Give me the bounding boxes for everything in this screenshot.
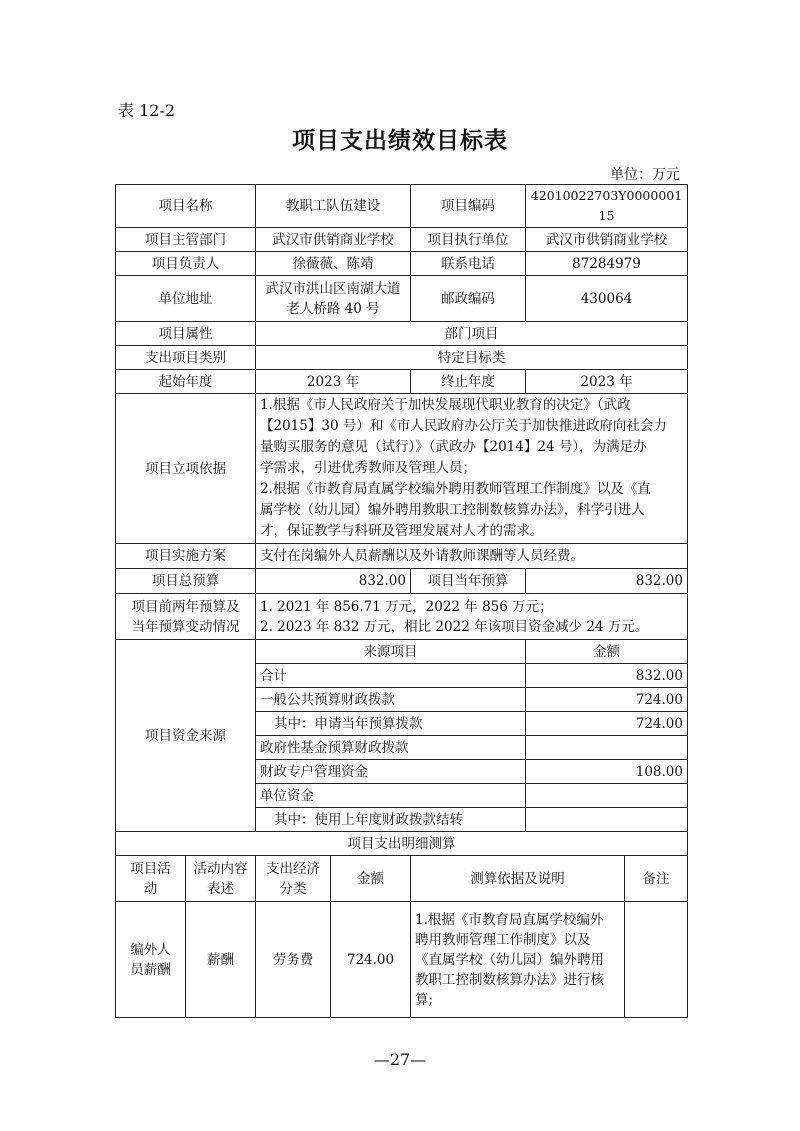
header-line: 表述 (207, 880, 234, 897)
basis-detail-line: 教职工控制数核算办法》进行核 (415, 971, 604, 988)
change-line-1: 1. 2021 年 856.71 万元，2022 年 856 万元； (260, 598, 553, 615)
basis-line: 量购买服务的意见（试行）》（武政办【2014】24 号），为满足办 (260, 439, 647, 455)
basis-detail-line: 1.根据《市教育局直属学校编外 (415, 911, 604, 928)
funds-amount (526, 736, 688, 760)
funds-label: 项目资金来源 (116, 640, 256, 832)
change-label (116, 594, 256, 640)
exec-unit-value: 武汉市供销商业学校 (526, 228, 688, 252)
basis-line: 【2015】30 号）和《市人民政府办公厅关于加快推进政府向社会力 (260, 418, 667, 434)
leader-value: 徐薇薇、陈靖 (256, 252, 411, 276)
detail-header-note: 备注 (625, 856, 688, 902)
basis-line: 才，保证教学与科研及管理发展对人才的需求。 (260, 523, 544, 539)
table-row (116, 569, 688, 594)
phone-value: 87284979 (526, 252, 688, 276)
table-row (116, 252, 688, 276)
total-budget-label: 项目总预算 (116, 569, 256, 594)
phone-label: 联系电话 (411, 252, 526, 276)
detail-header-content (186, 856, 256, 902)
address-value (256, 276, 411, 322)
category-value: 特定目标类 (256, 346, 688, 370)
plan-label: 项目实施方案 (116, 544, 256, 569)
detail-header-amount: 金额 (331, 856, 411, 902)
exec-unit-label: 项目执行单位 (411, 228, 526, 252)
detail-activity (116, 902, 186, 1018)
basis-detail-line: 聘用教师管理工作制度》以及 (415, 931, 591, 948)
basis-label: 项目立项依据 (116, 394, 256, 544)
detail-class: 劳务费 (256, 902, 331, 1018)
funds-source: 合计 (256, 664, 526, 688)
detail-section-title: 项目支出明细测算 (116, 832, 688, 856)
funds-source: 单位资金 (256, 784, 526, 808)
table-row (116, 276, 688, 322)
current-budget-label: 项目当年预算 (411, 569, 526, 594)
attr-value: 部门项目 (256, 322, 688, 346)
zip-label: 邮政编码 (411, 276, 526, 322)
funds-amount (526, 784, 688, 808)
table-row (116, 832, 688, 856)
category-label: 支出项目类别 (116, 346, 256, 370)
table-row (116, 902, 688, 1018)
change-label-line-2: 当年预算变动情况 (131, 618, 240, 635)
funds-amount: 108.00 (526, 760, 688, 784)
table-row (116, 228, 688, 252)
change-label-line-1: 项目前两年预算及 (131, 598, 240, 615)
current-budget-value: 832.00 (526, 569, 688, 594)
address-line-1: 武汉市洪山区南湖大道 (265, 280, 401, 297)
table-row (116, 370, 688, 394)
change-text (256, 594, 688, 640)
end-year-label: 终止年度 (411, 370, 526, 394)
total-budget-value: 832.00 (256, 569, 411, 594)
table-row (116, 594, 688, 640)
page-number: —27— (373, 1050, 427, 1069)
activity-line: 编外人 (130, 941, 171, 958)
start-year-label: 起始年度 (116, 370, 256, 394)
table-row (116, 346, 688, 370)
basis-detail-line: 《直属学校（幼儿园）编外聘用 (415, 951, 604, 968)
table-row (116, 856, 688, 902)
dept-value: 武汉市供销商业学校 (256, 228, 411, 252)
plan-text: 支付在岗编外人员薪酬以及外请教师课酬等人员经费。 (256, 544, 688, 569)
project-code: 42010022703Y000000115 (526, 185, 688, 228)
project-code-label: 项目编码 (411, 185, 526, 228)
funds-source: 财政专户管理资金 (256, 760, 526, 784)
table-row (116, 640, 688, 664)
funds-amount: 832.00 (526, 664, 688, 688)
page-title: 项目支出绩效目标表 (292, 127, 508, 154)
unit-label: 单位：万元 (610, 167, 680, 183)
header-line: 项目活 (130, 860, 171, 877)
detail-content: 薪酬 (186, 902, 256, 1018)
header-line: 支出经济 (266, 860, 320, 877)
basis-text (256, 394, 688, 544)
detail-amount: 724.00 (331, 902, 411, 1018)
basis-detail-line: 算; (415, 991, 434, 1008)
table-row (116, 322, 688, 346)
funds-amount: 724.00 (526, 712, 688, 736)
zip-value: 430064 (526, 276, 688, 322)
attr-label: 项目属性 (116, 322, 256, 346)
start-year-value: 2023 年 (256, 370, 411, 394)
table-row (116, 185, 688, 228)
address-line-2: 老人桥路 40 号 (286, 300, 380, 317)
basis-line: 属学校（幼儿园）编外聘用教职工控制数核算办法》，科学引进人 (260, 502, 645, 518)
funds-source: 政府性基金预算财政拨款 (256, 736, 526, 760)
funds-source: 一般公共预算财政拨款 (256, 688, 526, 712)
header-line: 分类 (279, 880, 307, 897)
funds-source-header: 来源项目 (256, 640, 526, 664)
detail-basis (411, 902, 625, 1018)
funds-source: 其中：使用上年度财政拨款结转 (256, 808, 526, 832)
detail-note (625, 902, 688, 1018)
detail-header-class (256, 856, 331, 902)
change-line-2: 2. 2023 年 832 万元，相比 2022 年该项目资金减少 24 万元。 (260, 618, 649, 635)
funds-amount-header: 金额 (526, 640, 688, 664)
performance-table (115, 184, 688, 1018)
table-row (116, 544, 688, 569)
end-year-value: 2023 年 (526, 370, 688, 394)
dept-label: 项目主管部门 (116, 228, 256, 252)
header-line: 活动内容 (193, 860, 248, 877)
project-name: 教职工队伍建设 (256, 185, 411, 228)
basis-line: 2.根据《市教育局直属学校编外聘用教师管理工作制度》以及《直 (260, 481, 651, 497)
detail-header-basis: 测算依据及说明 (411, 856, 625, 902)
activity-line: 员薪酬 (130, 961, 171, 978)
leader-label: 项目负责人 (116, 252, 256, 276)
funds-source: 其中：申请当年预算拨款 (256, 712, 526, 736)
detail-header-activity (116, 856, 186, 902)
table-label: 表 12-2 (118, 101, 176, 120)
table-row (116, 394, 688, 544)
funds-amount (526, 808, 688, 832)
basis-line: 1.根据《市人民政府关于加快发展现代职业教育的决定》（武政 (260, 397, 631, 413)
funds-amount: 724.00 (526, 688, 688, 712)
project-name-label: 项目名称 (116, 185, 256, 228)
address-label: 单位地址 (116, 276, 256, 322)
header-line: 动 (143, 880, 158, 897)
basis-line: 学需求，引进优秀教师及管理人员； (260, 460, 476, 476)
